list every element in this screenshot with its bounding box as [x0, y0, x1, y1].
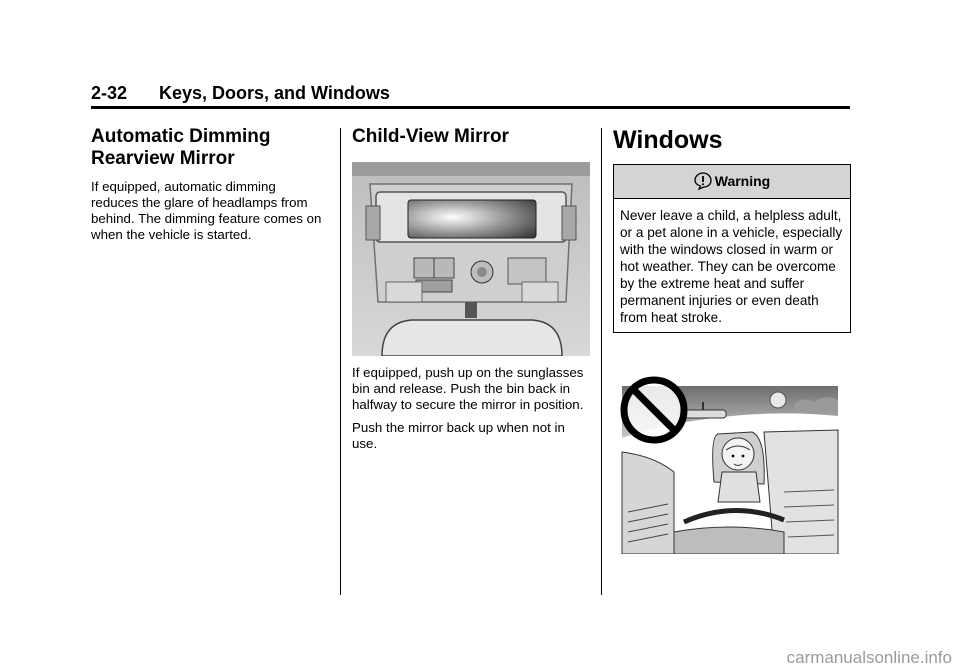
- child-alone-in-car-figure: [614, 372, 840, 554]
- column-divider-1: [340, 128, 341, 595]
- heading-windows: Windows: [613, 126, 723, 154]
- warning-box: [613, 164, 851, 333]
- column-divider-2: [601, 128, 602, 595]
- heading-line-1: Automatic Dimming: [91, 126, 271, 147]
- auto-dimming-paragraph: If equipped, automatic dimming reduces the glare of headlamps from behind. The dimming feature comes on when the vehicle is started.: [91, 179, 322, 242]
- watermark: carmanualsonline.info: [786, 648, 952, 667]
- page-header: [91, 82, 850, 109]
- warning-body: [614, 199, 850, 332]
- warning-header: [614, 165, 850, 199]
- column-auto-dimming: [91, 126, 323, 250]
- page-number: 2-32: [91, 83, 128, 103]
- overhead-console-mirror-figure: [352, 162, 590, 356]
- child-view-paragraph-2: Push the mirror back up when not in use.: [352, 420, 565, 451]
- heading-line-2: Rearview Mirror: [91, 148, 235, 169]
- warning-label: Warning: [714, 173, 771, 189]
- section-title: Keys, Doors, and Windows: [159, 83, 390, 103]
- warning-text: Never leave a child, a helpless adult, or a pet alone in a vehicle, especially with the windows closed in warm or hot weather. They can be overcome by the extreme heat and suffer permanent injuries or even death from heat stroke.: [620, 208, 843, 325]
- heading-child-view: Child-View Mirror: [352, 126, 509, 147]
- heading-auto-dimming: [91, 126, 323, 170]
- column-child-view: [352, 126, 592, 459]
- child-view-paragraph-1: If equipped, push up on the sunglasses bin and release. Push the bin back in halfway to secure the mirror in position.: [352, 365, 584, 412]
- column-windows: [613, 126, 853, 333]
- caution-icon: [694, 172, 712, 190]
